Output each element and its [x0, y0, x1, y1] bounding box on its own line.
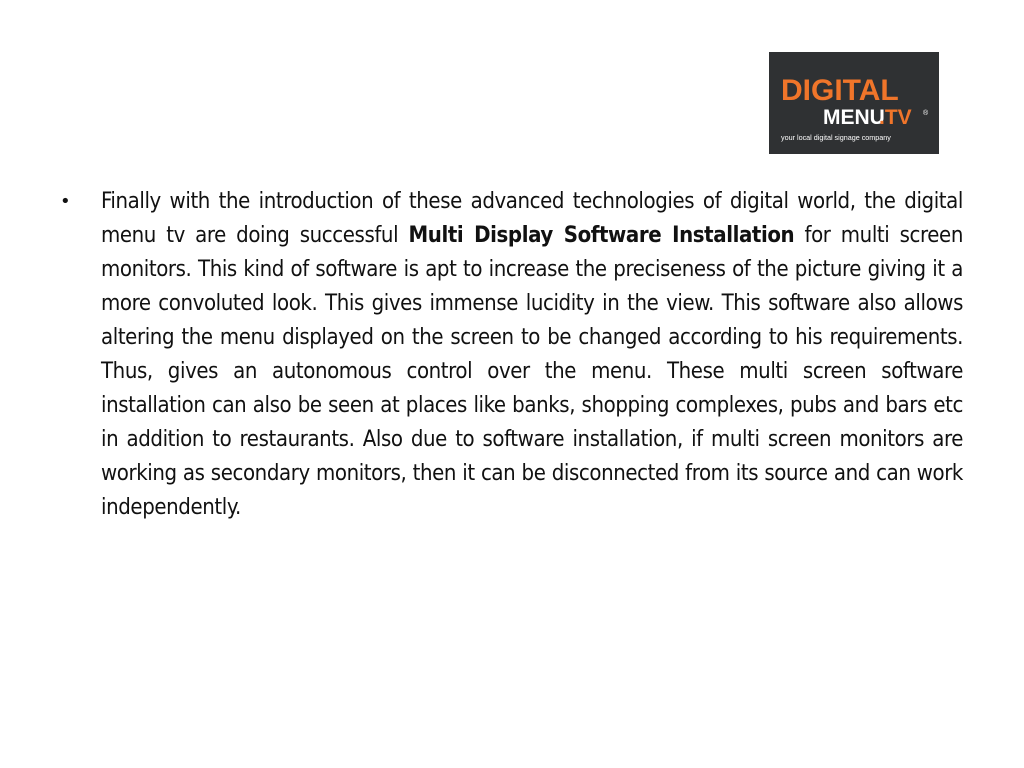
bullet-marker: • [60, 191, 71, 212]
paragraph-text-part2: for multi screen monitors. This kind of software is apt to increase the preciseness of the picture giving it a more convoluted look. This gives immense lucidity in the view. This software also allows altering the menu displayed on the screen to be changed according to his requirements. Thus, gives an autonomous control over the menu. These multi screen software installation can also be seen at places like banks, shopping complexes, pubs and bars etc in addition to restaurants. Also due to software installation, if multi screen monitors are working as secondary monitors, then it can be disconnected from its source and can work independently. [101, 223, 963, 520]
slide-body [60, 185, 963, 525]
bullet-item [60, 185, 963, 525]
logo-word-digital: DIGITAL [781, 74, 899, 107]
bullet-paragraph [101, 185, 963, 525]
digital-menu-tv-logo [769, 52, 939, 154]
logo-tagline: your local digital signage company [781, 133, 891, 142]
paragraph-bold-phrase: Multi Display Software Installation [408, 223, 795, 248]
logo-word-menu: MENU [823, 106, 885, 129]
logo-graphic [769, 52, 939, 154]
logo-word-tv: .TV [879, 106, 912, 129]
paragraph-text-part1: Finally with the introduction of these advanced technologies of digital world, the digital menu tv are doing successful [101, 189, 963, 248]
logo-registered-mark: ® [923, 110, 929, 117]
